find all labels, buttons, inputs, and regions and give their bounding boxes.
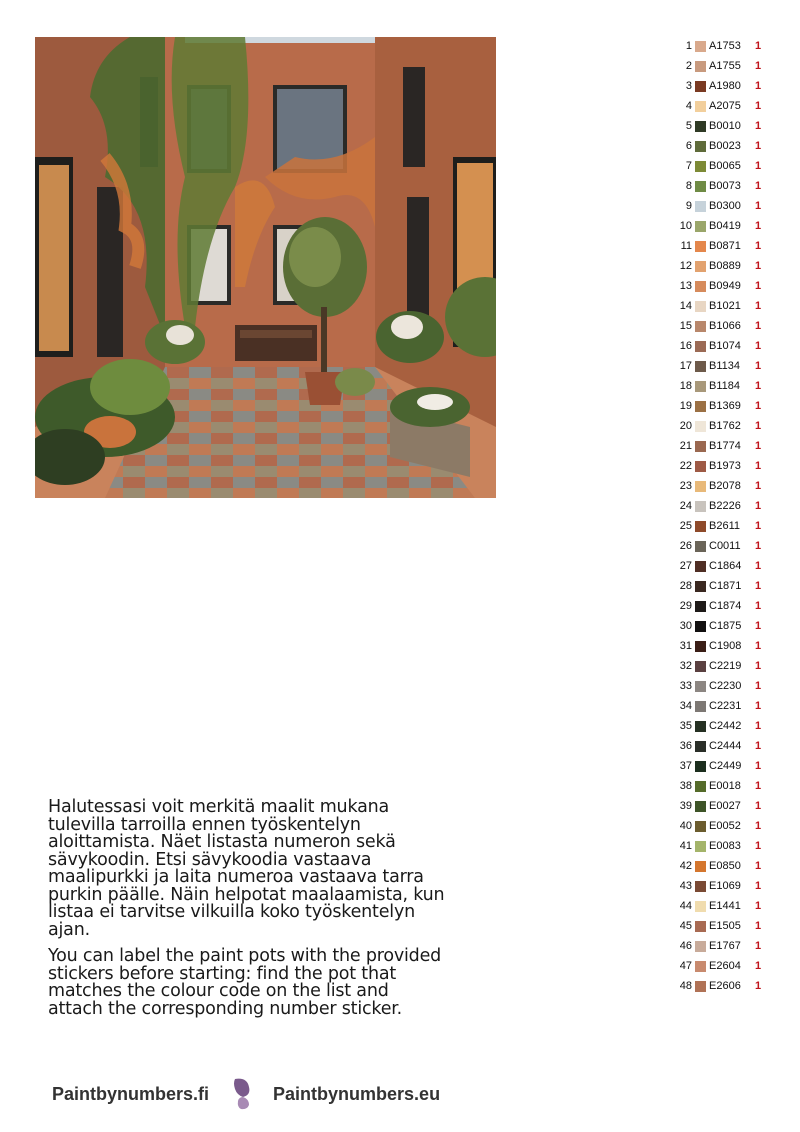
palette-row bbox=[670, 956, 780, 976]
palette-count: 1 bbox=[755, 980, 762, 992]
palette-swatch bbox=[695, 541, 706, 552]
palette-row bbox=[670, 496, 780, 516]
palette-count: 1 bbox=[755, 660, 762, 672]
palette-number: 26 bbox=[679, 540, 692, 552]
palette-number: 37 bbox=[679, 760, 692, 772]
palette-code: B1369 bbox=[709, 400, 741, 412]
palette-code: E1069 bbox=[709, 880, 741, 892]
instructions-english: You can label the paint pots with the provided stickers before starting: find the pot that matches the colour code on the list and attach the corresponding number sticker. bbox=[48, 946, 442, 1019]
palette-swatch bbox=[695, 581, 706, 592]
palette-row bbox=[670, 596, 780, 616]
palette-number: 2 bbox=[685, 60, 692, 72]
palette-code: E2604 bbox=[709, 960, 741, 972]
palette-count: 1 bbox=[755, 740, 762, 752]
palette-number: 15 bbox=[679, 320, 692, 332]
palette-code: B0010 bbox=[709, 120, 741, 132]
palette-count: 1 bbox=[755, 40, 762, 52]
palette-row bbox=[670, 836, 780, 856]
palette-count: 1 bbox=[755, 320, 762, 332]
palette-row bbox=[670, 476, 780, 496]
palette-code: B0023 bbox=[709, 140, 741, 152]
palette-code: C1874 bbox=[709, 600, 742, 612]
palette-swatch bbox=[695, 81, 706, 92]
palette-code: B0073 bbox=[709, 180, 741, 192]
palette-row bbox=[670, 56, 780, 76]
palette-swatch bbox=[695, 861, 706, 872]
palette-code: B1774 bbox=[709, 440, 741, 452]
palette-row bbox=[670, 296, 780, 316]
palette-row bbox=[670, 316, 780, 336]
instructions bbox=[48, 799, 448, 1027]
palette-row bbox=[670, 636, 780, 656]
palette-code: C2449 bbox=[709, 760, 742, 772]
palette-count: 1 bbox=[755, 100, 762, 112]
palette-count: 1 bbox=[755, 580, 762, 592]
palette-code: B2078 bbox=[709, 480, 741, 492]
artwork-preview bbox=[35, 37, 496, 498]
palette-code: E0850 bbox=[709, 860, 741, 872]
palette-row bbox=[670, 936, 780, 956]
palette-count: 1 bbox=[755, 420, 762, 432]
palette-swatch bbox=[695, 661, 706, 672]
palette-code: C2444 bbox=[709, 740, 742, 752]
palette-number: 24 bbox=[679, 500, 692, 512]
palette-row bbox=[670, 756, 780, 776]
palette-row bbox=[670, 96, 780, 116]
palette-code: B0871 bbox=[709, 240, 741, 252]
palette-row bbox=[670, 676, 780, 696]
palette-row bbox=[670, 816, 780, 836]
palette-row bbox=[670, 616, 780, 636]
palette-count: 1 bbox=[755, 680, 762, 692]
palette-swatch bbox=[695, 381, 706, 392]
palette-swatch bbox=[695, 841, 706, 852]
palette-row bbox=[670, 916, 780, 936]
palette-swatch bbox=[695, 701, 706, 712]
palette-code: B1134 bbox=[709, 360, 740, 372]
palette-count: 1 bbox=[755, 720, 762, 732]
palette-swatch bbox=[695, 781, 706, 792]
palette-swatch bbox=[695, 101, 706, 112]
palette-row bbox=[670, 536, 780, 556]
palette-code: B0889 bbox=[709, 260, 741, 272]
palette-code: B1973 bbox=[709, 460, 741, 472]
brand-eu-link[interactable]: Paintbynumbers.eu bbox=[273, 1083, 441, 1104]
palette-number: 47 bbox=[679, 960, 692, 972]
palette-number: 34 bbox=[679, 700, 692, 712]
palette-number: 36 bbox=[679, 740, 692, 752]
palette-number: 40 bbox=[679, 820, 692, 832]
palette-swatch bbox=[695, 241, 706, 252]
palette-row bbox=[670, 256, 780, 276]
palette-count: 1 bbox=[755, 920, 762, 932]
palette-count: 1 bbox=[755, 900, 762, 912]
palette-row bbox=[670, 36, 780, 56]
palette-number: 1 bbox=[685, 40, 692, 52]
palette-swatch bbox=[695, 341, 706, 352]
palette-row bbox=[670, 736, 780, 756]
palette-count: 1 bbox=[755, 780, 762, 792]
footer bbox=[52, 1074, 472, 1114]
palette-code: B2611 bbox=[709, 520, 740, 532]
palette-number: 18 bbox=[679, 380, 692, 392]
palette-row bbox=[670, 436, 780, 456]
palette-count: 1 bbox=[755, 480, 762, 492]
palette-code: E0018 bbox=[709, 780, 741, 792]
palette-code: E1505 bbox=[709, 920, 741, 932]
palette-count: 1 bbox=[755, 280, 762, 292]
palette-count: 1 bbox=[755, 240, 762, 252]
palette-count: 1 bbox=[755, 220, 762, 232]
palette-row bbox=[670, 176, 780, 196]
palette-swatch bbox=[695, 421, 706, 432]
palette-row bbox=[670, 876, 780, 896]
palette-code: E0083 bbox=[709, 840, 741, 852]
palette-count: 1 bbox=[755, 300, 762, 312]
palette-count: 1 bbox=[755, 940, 762, 952]
palette-row bbox=[670, 776, 780, 796]
palette-number: 22 bbox=[679, 460, 692, 472]
palette-count: 1 bbox=[755, 160, 762, 172]
palette-code: A1980 bbox=[709, 80, 741, 92]
palette-row bbox=[670, 76, 780, 96]
palette-swatch bbox=[695, 361, 706, 372]
palette-row bbox=[670, 456, 780, 476]
palette-number: 12 bbox=[679, 260, 692, 272]
paintbrush-icon bbox=[229, 1077, 255, 1111]
palette-swatch bbox=[695, 741, 706, 752]
palette-number: 45 bbox=[679, 920, 692, 932]
palette-count: 1 bbox=[755, 80, 762, 92]
palette-swatch bbox=[695, 321, 706, 332]
palette-row bbox=[670, 696, 780, 716]
palette-count: 1 bbox=[755, 200, 762, 212]
palette-number: 41 bbox=[679, 840, 692, 852]
palette-number: 14 bbox=[679, 300, 692, 312]
palette-count: 1 bbox=[755, 820, 762, 832]
palette-count: 1 bbox=[755, 880, 762, 892]
palette-count: 1 bbox=[755, 840, 762, 852]
palette-row bbox=[670, 576, 780, 596]
palette-swatch bbox=[695, 801, 706, 812]
palette-swatch bbox=[695, 821, 706, 832]
palette-number: 17 bbox=[679, 360, 692, 372]
palette-row bbox=[670, 416, 780, 436]
palette-code: B0949 bbox=[709, 280, 741, 292]
palette-number: 38 bbox=[679, 780, 692, 792]
palette-number: 30 bbox=[679, 620, 692, 632]
palette-number: 46 bbox=[679, 940, 692, 952]
palette-swatch bbox=[695, 401, 706, 412]
palette-row bbox=[670, 216, 780, 236]
palette-code: A1753 bbox=[709, 40, 741, 52]
palette-code: B2226 bbox=[709, 500, 741, 512]
palette-row bbox=[670, 716, 780, 736]
palette-code: E0052 bbox=[709, 820, 741, 832]
palette-code: B1762 bbox=[709, 420, 741, 432]
palette-code: E2606 bbox=[709, 980, 741, 992]
palette-swatch bbox=[695, 301, 706, 312]
instructions-finnish: Halutessasi voit merkitä maalit mukana tulevilla tarroilla ennen työskentelyn aloittamista. Näet listasta numeron sekä sävykoodin. Etsi sävykoodia vastaava maalipurkki ja laita numeroa vastaava tarra purkin päälle. Näin helpotat maalaamista, kun listaa ei tarvitse vilkuilla koko työskentelyn ajan. bbox=[48, 797, 445, 940]
palette-count: 1 bbox=[755, 460, 762, 472]
palette-number: 13 bbox=[679, 280, 692, 292]
palette-row bbox=[670, 896, 780, 916]
palette-swatch bbox=[695, 41, 706, 52]
palette-count: 1 bbox=[755, 360, 762, 372]
palette-swatch bbox=[695, 221, 706, 232]
palette-count: 1 bbox=[755, 380, 762, 392]
palette-number: 43 bbox=[679, 880, 692, 892]
palette-number: 48 bbox=[679, 980, 692, 992]
palette-swatch bbox=[695, 461, 706, 472]
palette-code: C0011 bbox=[709, 540, 741, 552]
palette-count: 1 bbox=[755, 520, 762, 532]
palette-code: C2442 bbox=[709, 720, 742, 732]
palette-number: 21 bbox=[679, 440, 692, 452]
palette-code: B1184 bbox=[709, 380, 740, 392]
palette-number: 8 bbox=[685, 180, 692, 192]
palette-swatch bbox=[695, 161, 706, 172]
palette-swatch bbox=[695, 441, 706, 452]
palette-number: 35 bbox=[679, 720, 692, 732]
palette-swatch bbox=[695, 721, 706, 732]
palette-number: 42 bbox=[679, 860, 692, 872]
palette-row bbox=[670, 136, 780, 156]
palette-code: C1864 bbox=[709, 560, 742, 572]
palette-code: B1021 bbox=[709, 300, 741, 312]
palette-number: 5 bbox=[685, 120, 692, 132]
palette-number: 3 bbox=[685, 80, 692, 92]
palette-code: B0300 bbox=[709, 200, 741, 212]
palette-number: 44 bbox=[679, 900, 692, 912]
palette-count: 1 bbox=[755, 180, 762, 192]
palette-code: A2075 bbox=[709, 100, 741, 112]
palette-number: 23 bbox=[679, 480, 692, 492]
palette-swatch bbox=[695, 761, 706, 772]
palette-swatch bbox=[695, 621, 706, 632]
palette-number: 32 bbox=[679, 660, 692, 672]
palette-count: 1 bbox=[755, 960, 762, 972]
palette-number: 7 bbox=[685, 160, 692, 172]
palette-count: 1 bbox=[755, 760, 762, 772]
palette-count: 1 bbox=[755, 560, 762, 572]
courtyard-painting bbox=[35, 37, 496, 498]
palette-count: 1 bbox=[755, 640, 762, 652]
palette-row bbox=[670, 556, 780, 576]
palette-code: C1908 bbox=[709, 640, 742, 652]
palette-code: A1755 bbox=[709, 60, 741, 72]
palette-count: 1 bbox=[755, 440, 762, 452]
palette-row bbox=[670, 976, 780, 996]
palette-number: 28 bbox=[679, 580, 692, 592]
palette-count: 1 bbox=[755, 120, 762, 132]
palette-swatch bbox=[695, 941, 706, 952]
palette-count: 1 bbox=[755, 60, 762, 72]
palette-swatch bbox=[695, 561, 706, 572]
palette-row bbox=[670, 276, 780, 296]
palette-swatch bbox=[695, 481, 706, 492]
palette-count: 1 bbox=[755, 140, 762, 152]
palette-swatch bbox=[695, 901, 706, 912]
palette-swatch bbox=[695, 601, 706, 612]
palette-count: 1 bbox=[755, 540, 762, 552]
palette-row bbox=[670, 856, 780, 876]
palette-code: E1767 bbox=[709, 940, 741, 952]
palette-count: 1 bbox=[755, 700, 762, 712]
palette-swatch bbox=[695, 521, 706, 532]
palette-number: 11 bbox=[680, 240, 692, 252]
palette-row bbox=[670, 516, 780, 536]
palette-swatch bbox=[695, 921, 706, 932]
palette-number: 20 bbox=[679, 420, 692, 432]
palette-number: 4 bbox=[685, 100, 692, 112]
palette-number: 31 bbox=[679, 640, 692, 652]
palette-swatch bbox=[695, 881, 706, 892]
palette-swatch bbox=[695, 261, 706, 272]
palette-row bbox=[670, 356, 780, 376]
palette-code: B0065 bbox=[709, 160, 741, 172]
palette-count: 1 bbox=[755, 600, 762, 612]
palette-count: 1 bbox=[755, 620, 762, 632]
palette-row bbox=[670, 156, 780, 176]
palette-count: 1 bbox=[755, 860, 762, 872]
palette-number: 16 bbox=[679, 340, 692, 352]
color-palette-list bbox=[670, 36, 780, 996]
palette-swatch bbox=[695, 961, 706, 972]
palette-row bbox=[670, 236, 780, 256]
palette-number: 33 bbox=[679, 680, 692, 692]
palette-row bbox=[670, 196, 780, 216]
palette-swatch bbox=[695, 981, 706, 992]
palette-code: E0027 bbox=[709, 800, 741, 812]
palette-swatch bbox=[695, 201, 706, 212]
palette-swatch bbox=[695, 181, 706, 192]
palette-number: 39 bbox=[679, 800, 692, 812]
palette-number: 10 bbox=[679, 220, 692, 232]
palette-count: 1 bbox=[755, 800, 762, 812]
palette-number: 27 bbox=[679, 560, 692, 572]
palette-code: E1441 bbox=[709, 900, 741, 912]
palette-row bbox=[670, 656, 780, 676]
palette-number: 19 bbox=[679, 400, 692, 412]
palette-row bbox=[670, 376, 780, 396]
palette-row bbox=[670, 336, 780, 356]
palette-swatch bbox=[695, 641, 706, 652]
palette-number: 25 bbox=[679, 520, 692, 532]
palette-row bbox=[670, 396, 780, 416]
palette-code: C2231 bbox=[709, 700, 742, 712]
palette-swatch bbox=[695, 141, 706, 152]
brand-fi-link[interactable]: Paintbynumbers.fi bbox=[52, 1083, 210, 1104]
palette-number: 29 bbox=[679, 600, 692, 612]
palette-count: 1 bbox=[755, 260, 762, 272]
palette-number: 9 bbox=[685, 200, 692, 212]
palette-row bbox=[670, 796, 780, 816]
palette-count: 1 bbox=[755, 500, 762, 512]
palette-code: C2230 bbox=[709, 680, 742, 692]
palette-row bbox=[670, 116, 780, 136]
palette-swatch bbox=[695, 61, 706, 72]
palette-count: 1 bbox=[755, 340, 762, 352]
palette-swatch bbox=[695, 281, 706, 292]
palette-code: B1066 bbox=[709, 320, 741, 332]
palette-swatch bbox=[695, 681, 706, 692]
palette-code: B1074 bbox=[709, 340, 741, 352]
palette-number: 6 bbox=[685, 140, 692, 152]
palette-swatch bbox=[695, 501, 706, 512]
palette-code: B0419 bbox=[709, 220, 741, 232]
palette-count: 1 bbox=[755, 400, 762, 412]
palette-swatch bbox=[695, 121, 706, 132]
palette-code: C2219 bbox=[709, 660, 742, 672]
palette-code: C1875 bbox=[709, 620, 742, 632]
palette-code: C1871 bbox=[709, 580, 742, 592]
